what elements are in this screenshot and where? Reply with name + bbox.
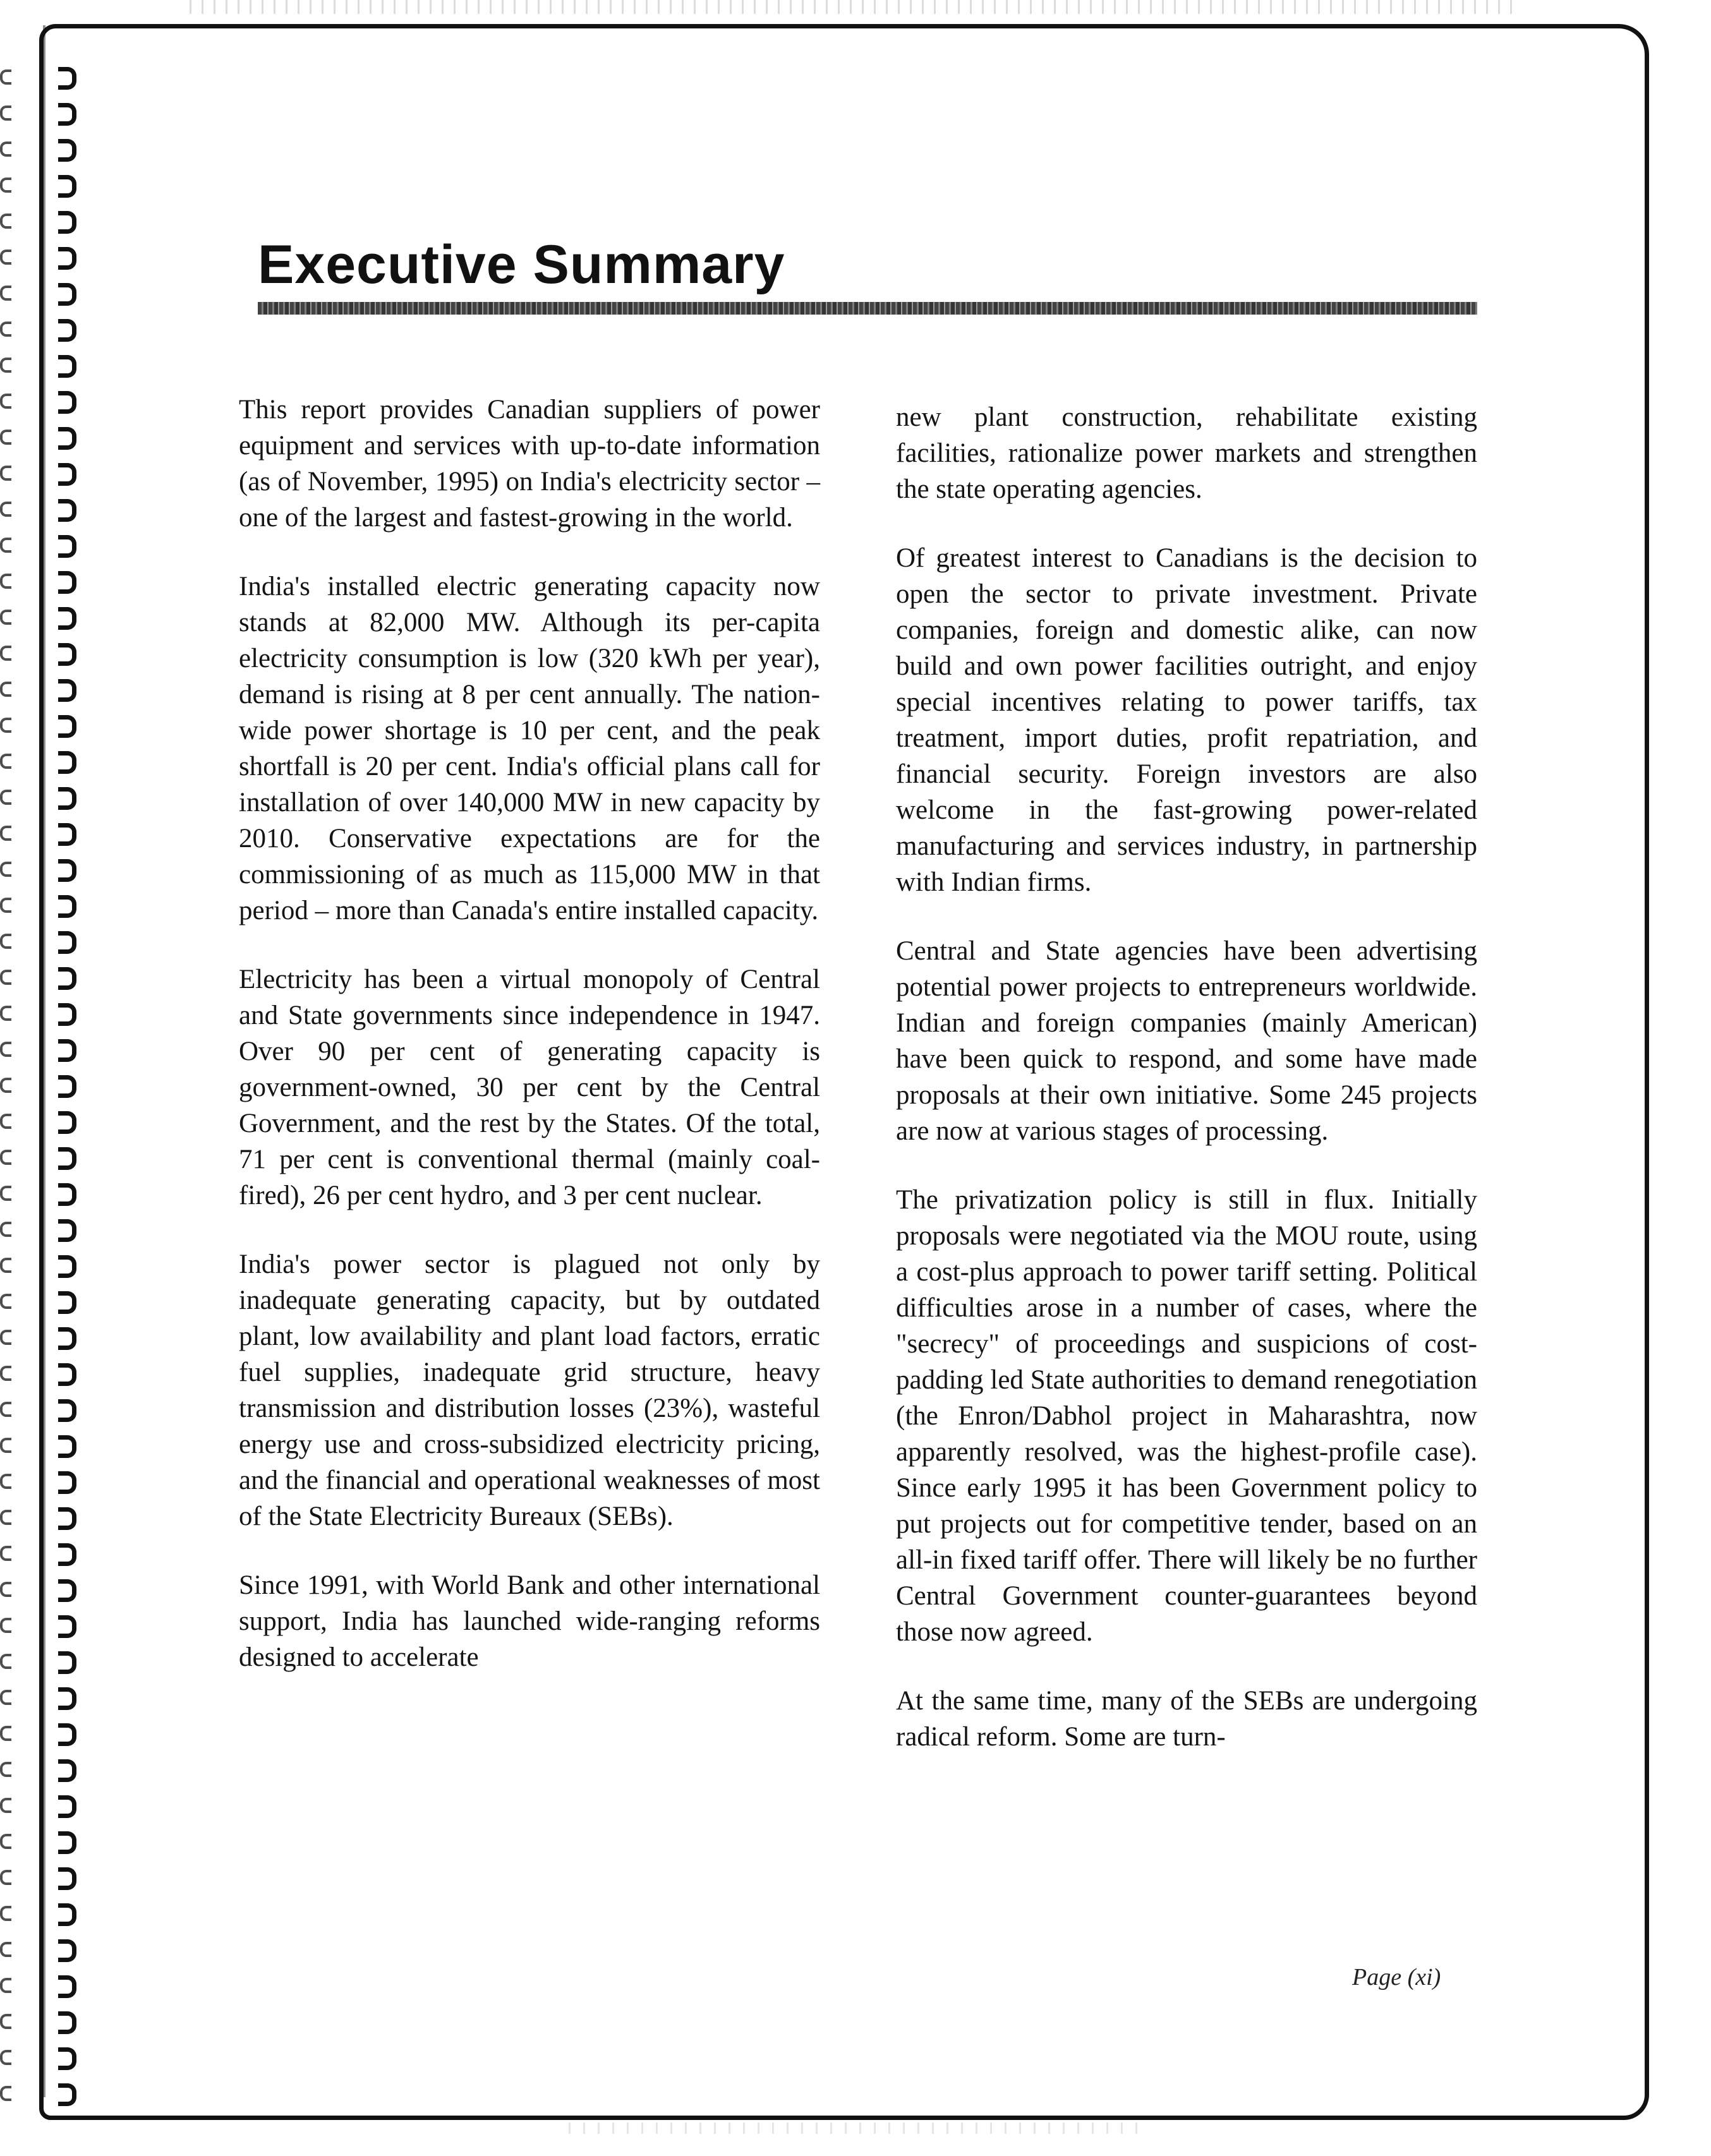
binding-loop (0, 682, 11, 697)
binding-loop (0, 1906, 11, 1921)
binding-loop (0, 898, 11, 913)
binding-loop (0, 178, 11, 193)
binding-loop (0, 1870, 11, 1885)
binding-loop (0, 250, 11, 265)
paragraph: India's installed electric generating capacity now stands at 82,000 MW. Although its per-capita electricity consumption is low (320 kWh per year), demand is rising at 8 per cent annually. The nation-wide power shortage is 10 per cent, and the peak shortfall is 20 per cent. India's official plans call for installation of over 140,000 MW in new capacity by 2010. Conservative expectations are for the commissioning of as much as 115,000 MW in that period – more than Canada's entire installed capacity. (239, 572, 820, 925)
binding-loop (0, 1330, 11, 1345)
binding-loop (0, 754, 11, 769)
binding-loop (0, 430, 11, 445)
binding-loop (0, 1834, 11, 1849)
binding-loop (0, 69, 11, 85)
binding-loop (0, 502, 11, 517)
binding-loop (0, 538, 11, 553)
binding-loop (0, 610, 11, 625)
paragraph: At the same time, many of the SEBs are undergoing radical reform. Some are turn- (896, 1686, 1477, 1752)
binding-loop (0, 105, 11, 121)
binding-loop (0, 862, 11, 877)
binding-loop (0, 322, 11, 337)
binding-loop (0, 1402, 11, 1417)
paragraph: Of greatest interest to Canadians is the decision to open the sector to private investment. Private companies, foreign and domestic alike, can now build and own power facilities outright, and enjoy special incentives relating to power tariffs, tax treatment, import duties, profit repatriation, and financial security. Foreign investors are also welcome in the fast-growing power-related manufacturing and services industry, in partnership with Indian firms. (896, 543, 1477, 897)
binding-loop (0, 790, 11, 805)
paragraph: The privatization policy is still in flux. Initially proposals were negotiated via the MOU route, using a cost-plus approach to power tariff setting. Political difficulties arose in a number of cases, where the "secrecy" of proceedings and suspicions of cost-padding led State authorities to demand renegotiation (the Enron/Dabhol project in Maharashtra, now apparently resolved, was the highest-profile case). Since early 1995 it has been Government policy to put projects out for competitive tender, based on an all-in fixed tariff offer. There will likely be no further Central Government counter-guarantees beyond those now agreed. (896, 1185, 1477, 1647)
binding-loop (0, 214, 11, 229)
binding-loop (0, 1222, 11, 1237)
binding-loop (0, 970, 11, 985)
binding-loop (0, 1006, 11, 1021)
binding-loop (0, 2086, 11, 2101)
binding-loop (0, 1114, 11, 1129)
page-title: Executive Summary (258, 234, 785, 295)
binding-loop (0, 358, 11, 373)
binding-loop (0, 1042, 11, 1057)
binding-loop (0, 718, 11, 733)
binding-loop (0, 1474, 11, 1489)
left-column (239, 392, 820, 1708)
scan-noise-bottom (569, 2123, 1137, 2134)
paragraph: new plant construction, rehabilitate existing facilities, rationalize power markets and strengthen the state operating agencies. (896, 402, 1477, 504)
binding-loop (0, 2050, 11, 2065)
binding-loop (0, 1618, 11, 1633)
binding-loop (0, 1582, 11, 1597)
scan-noise-top (190, 0, 1516, 14)
binding-loop (0, 1078, 11, 1093)
binding-loop (0, 826, 11, 841)
binding-loop (0, 646, 11, 661)
binding-loop (0, 1690, 11, 1705)
binding-loop (0, 1942, 11, 1957)
binding-loop (0, 1366, 11, 1381)
binding-loop (0, 1186, 11, 1201)
paragraph: Since 1991, with World Bank and other international support, India has launched wide-ranging reforms designed to accelerate (239, 1570, 820, 1672)
right-column (896, 399, 1477, 1788)
binding-loop (0, 1798, 11, 1813)
binding-loop (0, 1762, 11, 1777)
binding-loop (0, 1258, 11, 1273)
binding-loop (0, 1654, 11, 1669)
page-number: Page (xi) (1352, 1964, 1441, 1990)
binding-loop (0, 2014, 11, 2029)
binding-loop (0, 1726, 11, 1741)
paragraph: Central and State agencies have been advertising potential power projects to entrepreneurs worldwide. Indian and foreign companies (mainly American) have been quick to respond, and some have made proposals at their own initiative. Some 245 projects are now at various stages of processing. (896, 936, 1477, 1146)
binding-loop (0, 934, 11, 949)
binding-loop (0, 574, 11, 589)
paragraph: India's power sector is plagued not only by inadequate generating capacity, but by outdated plant, low availability and plant load factors, erratic fuel supplies, inadequate grid structure, heavy transmission and distribution losses (23%), wasteful energy use and cross-subsidized electricity pricing, and the financial and operational weaknesses of most of the State Electricity Bureaux (SEBs). (239, 1250, 820, 1531)
title-underline-rule (258, 302, 1477, 315)
binding-loop (0, 1510, 11, 1525)
paragraph: This report provides Canadian suppliers of power equipment and services with up-to-date information (as of November, 1995) on India's electricity sector – one of the largest and fastest-growing in the world. (239, 395, 820, 533)
binding-loop (0, 1438, 11, 1453)
binding-loop (0, 1294, 11, 1309)
binding-loop (0, 394, 11, 409)
binding-loop (0, 1150, 11, 1165)
paragraph: Electricity has been a virtual monopoly of Central and State governments since independence in 1947. Over 90 per cent of generating capacity is government-owned, 30 per cent by the Central Government, and the rest by the States. Of the total, 71 per cent is conventional thermal (mainly coal-fired), 26 per cent hydro, and 3 per cent nuclear. (239, 965, 820, 1210)
binding-loop (0, 142, 11, 157)
binding-loop (0, 466, 11, 481)
binding-loop (0, 1546, 11, 1561)
binding-loop (0, 286, 11, 301)
binding-loop (0, 1978, 11, 1993)
